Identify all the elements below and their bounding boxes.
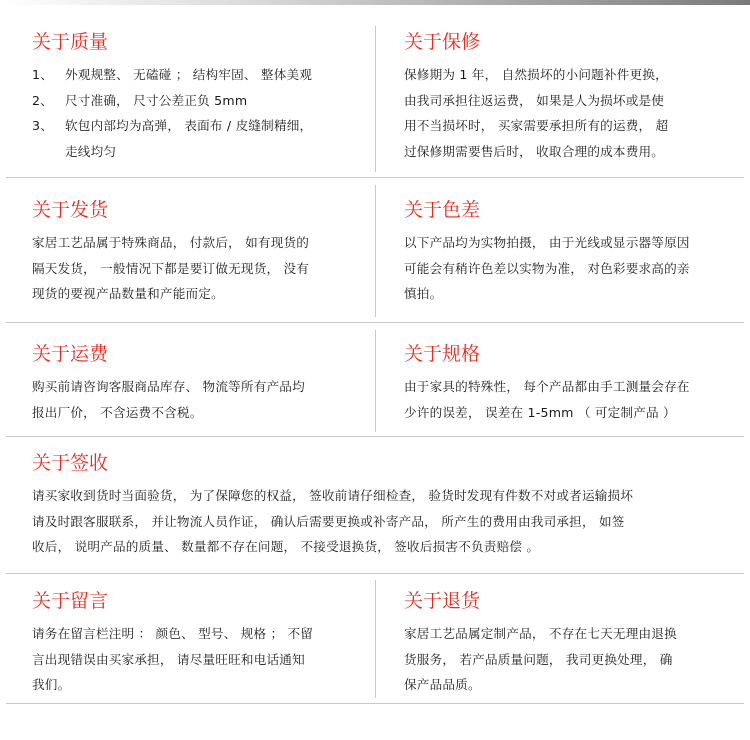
divider [6, 177, 744, 178]
section-title-warranty: 关于保修 [404, 31, 481, 53]
list-number: 2、 [32, 92, 54, 108]
list-item [32, 88, 362, 114]
section-title-returns: 关于退货 [404, 590, 481, 612]
section-text-spec: 由于家具的特殊性， 每个产品都由手工测量会存在 少许的误差， 误差在 1-5mm （ 可定制产品 ） [404, 379, 690, 420]
section-shipping [32, 198, 362, 307]
divider [6, 703, 744, 704]
list-number: 3、 [32, 118, 54, 133]
divider [6, 573, 744, 574]
column-divider [375, 330, 376, 432]
top-gradient-bar [0, 0, 750, 5]
section-title-message: 关于留言 [32, 590, 109, 612]
section-text-color: 以下产品均为实物拍摄， 由于光线或显示器等原因 可能会有稍许色差以实物为准， 对色彩要求高的亲 慎拍。 [404, 235, 690, 301]
section-title-quality: 关于质量 [32, 31, 109, 53]
list-item [32, 113, 362, 164]
section-warranty [404, 30, 744, 164]
section-text-receipt: 请买家收到货时当面验货， 为了保障您的权益， 签收前请仔细检查， 验货时发现有件数不对或者运输损坏 请及时跟客服联系， 并让物流人员作证， 确认后需要更换或补寄产品， 所产生的费用由我司承担， 如签 收后， 说明产品的质量、 数量都不存在问题， 不接受退换货， 签收后损害不负责赔偿 。 [32, 488, 634, 554]
section-text-warranty: 保修期为 1 年， 自然损坏的小问题补件更换， 由我司承担往返运费， 如果是人为损坏或是使 用不当损坏时， 买家需要承担所有的运费， 超 过保修期需要售后时， 收取合理的成本费用。 [404, 67, 669, 159]
section-text-freight: 购买前请咨询客服商品库存、 物流等所有产品均 报出厂价， 不含运费不含税。 [32, 379, 305, 420]
divider [6, 436, 744, 437]
section-quality [32, 30, 362, 164]
section-text-shipping: 家居工艺品属于特殊商品， 付款后， 如有现货的 隔天发货， 一般情况下都是要订做无现货， 没有 现货的要视产品数量和产能而定。 [32, 235, 310, 301]
section-title-shipping: 关于发货 [32, 199, 109, 221]
section-color [404, 198, 744, 307]
section-title-receipt: 关于签收 [32, 452, 109, 474]
section-text-message: 请务在留言栏注明 ： 颜色、 型号、 规格 ； 不留 言出现错误由买家承担， 请尽量旺旺和电话通知 我们。 [32, 626, 314, 692]
section-text-returns: 家居工艺品属定制产品， 不存在七天无理由退换 货服务， 若产品质量问题， 我司更换处理， 确 保产品品质。 [404, 626, 677, 692]
list-text: 尺寸准确， 尺寸公差正负 5mm [65, 92, 248, 108]
section-receipt [32, 451, 738, 560]
column-divider [375, 185, 376, 317]
section-title-spec: 关于规格 [404, 343, 481, 365]
column-divider [375, 580, 376, 698]
section-title-color: 关于色差 [404, 199, 481, 221]
section-returns [404, 589, 744, 698]
list-number: 1、 [32, 67, 54, 82]
list-text: 软包内部均为高弹， 表面布 / 皮缝制精细， 走线均匀 [65, 118, 313, 159]
row-receipt [6, 451, 744, 569]
section-message [32, 589, 362, 698]
list-text: 外观规整、 无磕碰 ； 结构牢固、 整体美观 [65, 67, 313, 82]
column-divider [375, 26, 376, 172]
divider [6, 322, 744, 323]
section-title-freight: 关于运费 [32, 343, 109, 365]
quality-list [32, 62, 362, 164]
list-item [32, 62, 362, 88]
section-freight [32, 342, 362, 425]
section-spec [404, 342, 744, 425]
